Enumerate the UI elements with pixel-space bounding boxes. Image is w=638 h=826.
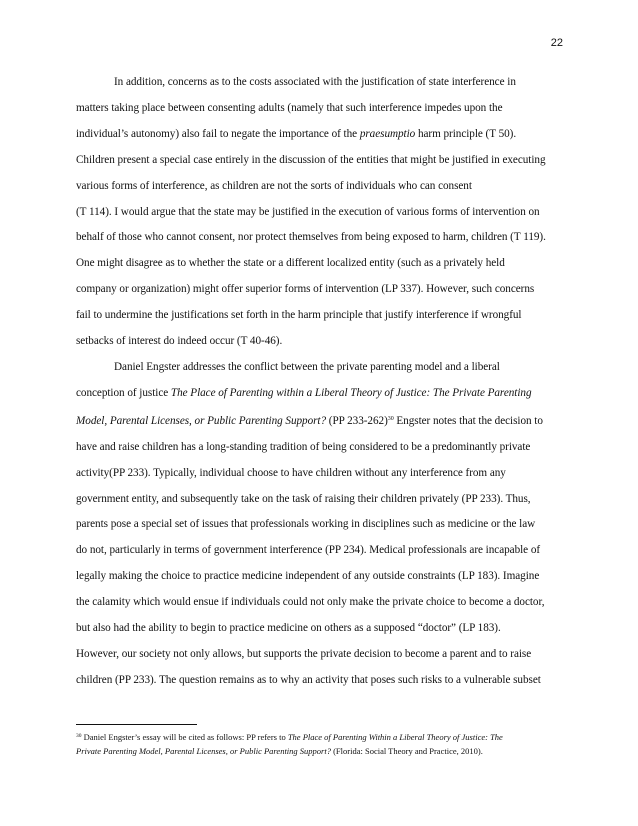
text-line xyxy=(76,122,564,148)
text-line: children (PP 233). The question remains as to why an activity that poses such risks to a vulnerable subset xyxy=(76,673,541,686)
text-run: (PP 233-262) xyxy=(326,414,388,427)
text-line: legally making the choice to practice medicine independent of any outside constraints (LP 183). Imagine xyxy=(76,570,540,583)
text-line: One might disagree as to whether the state or a different localized entity (such as a privately held xyxy=(76,257,505,270)
text-line: fail to undermine the justifications set forth in the harm principle that justify interference if wrongful xyxy=(76,309,522,322)
text-line: government entity, and subsequently take on the task of raising their children privately (PP 233). Thus, xyxy=(76,492,531,505)
italic-title: The Place of Parenting Within a Liberal Theory of Justice: The xyxy=(287,732,503,742)
italic-title: Model, Parental Licenses, or Public Parenting Support? xyxy=(76,414,327,427)
text-run: Daniel Engster’s essay will be cited as follows: PP refers to xyxy=(81,732,288,742)
text-line xyxy=(76,381,564,407)
text-line: do not, particularly in terms of government interference (PP 234). Medical professionals are incapable of xyxy=(76,544,541,557)
text-run: Engster notes that the decision to xyxy=(393,414,543,427)
footnote xyxy=(76,729,566,758)
footnote-line xyxy=(76,744,566,758)
text-line: behalf of those who cannot consent, nor protect themselves from being exposed to harm, children (T 119). xyxy=(76,231,546,244)
text-line: (T 114). I would argue that the state may be justified in the execution of various forms of intervention on xyxy=(76,205,540,218)
text-line xyxy=(76,407,564,435)
footnote-mark: 30 xyxy=(76,733,82,739)
text-line: company or organization) might offer superior forms of intervention (LP 337). However, such concerns xyxy=(76,283,535,296)
text-run: harm principle (T 50). xyxy=(415,127,517,140)
italic-title: The Place of Parenting within a Liberal Theory of Justice: The Private Parenting xyxy=(170,386,532,399)
page-number: 22 xyxy=(550,37,563,49)
italic-title: Private Parenting Model, Parental Licenses, or Public Parenting Support? xyxy=(76,746,331,756)
text-line: setbacks of interest do indeed occur (T 40-46). xyxy=(76,335,283,348)
text-line: In addition, concerns as to the costs associated with the justification of state interference in xyxy=(114,76,516,88)
text-line: but also had the ability to begin to practice medicine on others as a supposed “doctor” (LP 183). xyxy=(76,622,501,635)
footnote-divider xyxy=(76,724,197,725)
text-line: have and raise children has a long-standing tradition of being considered to be a predominantly private xyxy=(76,440,531,453)
text-line: Children present a special case entirely in the discussion of the entities that might be justified in executing xyxy=(76,153,546,166)
text-line: matters taking place between consenting adults (namely that such interference impedes upon the xyxy=(76,101,503,114)
text-line: However, our society not only allows, but supports the private decision to become a parent and to raise xyxy=(76,647,532,660)
footnote-reference[interactable]: 30 xyxy=(387,415,394,422)
text-line: the calamity which would ensue if individuals could not only make the private choice to become a doctor, xyxy=(76,596,545,609)
text-run: individual’s autonomy) also fail to negate the importance of the xyxy=(76,127,360,140)
text-line: Daniel Engster addresses the conflict between the private parenting model and a liberal xyxy=(114,360,500,373)
body-text xyxy=(76,70,564,694)
text-line: parents pose a special set of issues that professionals working in disciplines such as medicine or the law xyxy=(76,518,536,531)
text-run: (Florida: Social Theory and Practice, 2010). xyxy=(330,746,483,756)
italic-term: praesumptio xyxy=(359,127,416,140)
footnote-line xyxy=(76,729,566,744)
text-line: activity(PP 233). Typically, individual choose to have children without any interference from any xyxy=(76,466,506,479)
text-run: conception of justice xyxy=(76,386,171,399)
text-line: various forms of interference, as children are not the sorts of individuals who can consent xyxy=(76,179,472,192)
